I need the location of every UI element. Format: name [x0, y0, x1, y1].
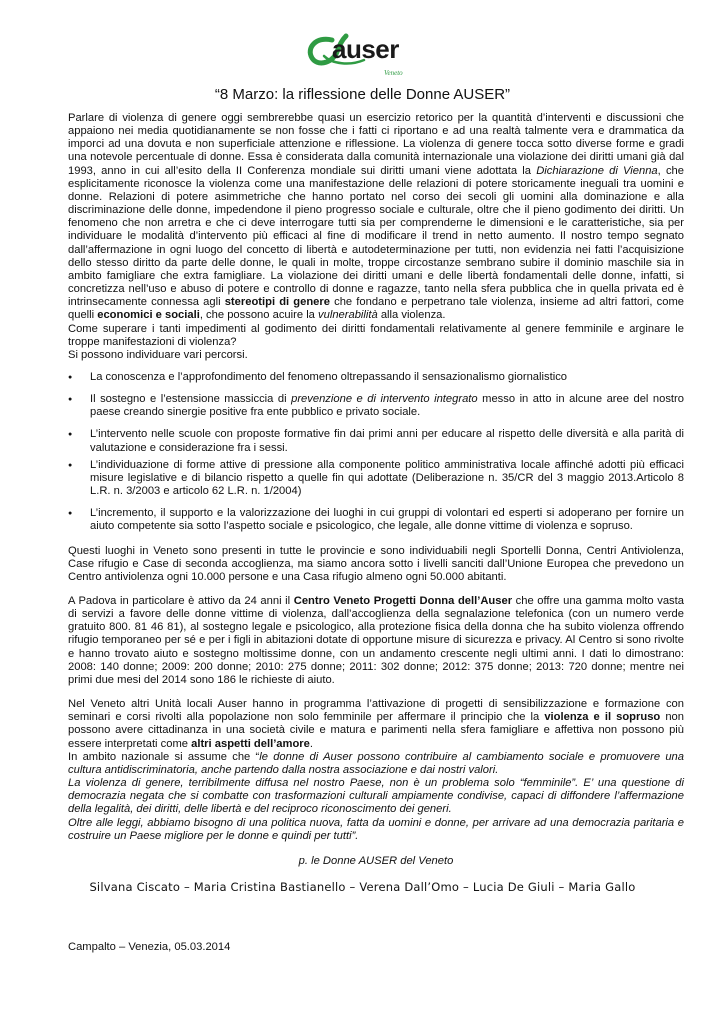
paragraph-democracy: La violenza di genere, terribilmente diffusa nel nostro Paese, non è un problema solo “femminile”. E’ una questione di democrazia negata che si combatte con trasformazioni culturali ampiamente condivise, capaci di diffondere l’affermazione della legalità, dei diritti, delle libertà e del reciproco riconoscimento dei generi.	[68, 777, 684, 816]
paragraph-local-units: Nel Veneto altri Unità locali Auser hanno in programma l’attivazione di progetti di sensibilizzazione e formazione con seminari e corsi rivolti alla popolazione non solo femminile per affermare il principio che la violenza e il sopruso non possono avere cittadinanza in una società civile e matura e parimenti nella sfera famigliare e affettiva non possono più essere interpretati come altri aspetti dell’amore.	[68, 698, 685, 750]
paragraph-question: Come superare i tanti impedimenti al godimento dei diritti fondamentali relativamente al genere femminile e arginare le troppe manifestazioni di violenza?	[68, 322, 684, 348]
bullet-item: ● L’incremento, il supporto e la valorizzazione dei luoghi in cui gruppi di volontari ed esperti si adoperano per fornire un aiuto competente sia sotto l’aspetto sociale e psicologico, che legale, alle donne vittime di violenza e sopruso.	[68, 507, 684, 533]
paragraph-veneto-places: Questi luoghi in Veneto sono presenti in tutte le provincie e sono individuabili negli Sportelli Donna, Centri Antiviolenza, Case rifugio e Case di seconda accoglienza, ma siamo ancora sotto i livelli sanciti dall’Unione Europea che prevedono un Centro antiviolenza ogni 10.000 persone e una Casa rifugio almeno ogni 50.000 abitanti.	[68, 544, 684, 583]
bullet-item: ● L’intervento nelle scuole con proposte formative fin dai primi anni per educare al rispetto delle diversità e alla parità di valutazione e considerazione fra i sessi.	[68, 428, 684, 454]
document-title: “8 Marzo: la riflessione delle Donne AUSER”	[214, 86, 511, 103]
bullet-item: ● L’individuazione di forme attive di pressione alla componente politico amministrativa locale affinché adotti più efficaci misure legislative e di bilancio rispetto a quelle fin qui adottate (Deliberazione n. 35/CR del 3 maggio 2013.Articolo 8 L.R. n. 3/2003 e articolo 62 L.R. n. 1/2004)	[68, 459, 684, 498]
paragraph-laws: Oltre alle leggi, abbiamo bisogno di una politica nuova, fatta da uomini e donne, per arrivare ad una democrazia paritaria e costruire un Paese migliore per le donne e quindi per tutti”.	[68, 816, 684, 842]
logo-subtitle: Veneto	[384, 69, 403, 77]
document-body	[68, 112, 684, 868]
place-date: Campalto – Venezia, 05.03.2014	[68, 941, 231, 953]
paragraph-padova: A Padova in particolare è attivo da 24 anni il Centro Veneto Progetti Donna dell’Auser che offre una gamma molto vasta di servizi a favore delle donne vittime di violenza, dall’accoglienza della segnalazione telefonica (con un numero verde gratuito 800. 81 46 81), al sostegno legale e psicologico, alla protezione fisica della donna che ha subito violenza offrendo rifugio temporaneo per sé e per i figli in abitazioni dotate di opportune misure di sicurezza e privacy. Al Centro si sono rivolte e hanno trovato aiuto e sostegno moltissime donne, con un andamento crescente negli ultimi anni. I dati lo dimostrano: 2008: 140 donne; 2009: 200 donne; 2010: 275 donne; 2011: 302 donne; 2012: 375 donne; 2013: 720 donne; mentre nei primi due mesi del 2014 sono 186 le richieste di aiuto.	[68, 595, 684, 686]
logo-wordmark: auser	[332, 34, 399, 64]
bullet-list	[68, 371, 684, 534]
auser-logo	[302, 26, 408, 82]
paragraph-national: In ambito nazionale si assume che “le donne di Auser possono contribuire al cambiamento sociale e promuovere una cultura antidiscriminatoria, anche partendo dalla nostra associazione e dai nostri valori.	[68, 750, 684, 776]
paragraph-intro: Parlare di violenza di genere oggi sembrerebbe quasi un esercizio retorico per la quantità d’interventi e discussioni che appaiono nei media quotidianamente se non fosse che i fatti ci riportano e ad una realtà talmente vera e drammatica da imporci ad una dovuta e non superficiale attenzione e riflessione. La violenza di genere tocca sotto diverse forme e gradi una notevole percentuale di donne. Essa è considerata dalla comunità internazionale una violazione dei diritti umani già dal 1993, anno in cui all’esito della II Conferenza mondiale sui diritti umani viene adottata la Dichiarazione di Vienna, che esplicitamente riconosce la violenza come una manifestazione delle relazioni di potere storicamente ineguali tra uomini e donne. Relazioni di potere asimmetriche che hanno portato nel corso dei secoli gli uomini alla dominazione e alla discriminazione delle donne, impedendone il pieno progresso sociale e culturale, oltre che il pieno godimento dei diritti. Un fenomeno che non arretra e che ci deve interrogare tutti sia per comprenderne le dimensioni e le caratteristiche, sia per individuare le modalità d’intervento più efficaci al fine di modificare il trend in netto aumento. Il nostro tempo segnato dall’affermazione in ogni luogo del concetto di libertà e autodeterminazione per tutti, non evidenzia nei fatti l’acquisizione dello stesso diritto da parte delle donne, le quali in molte, troppe circostanze sembrano subire il dominio maschile sia in ambito famigliare che extra famigliare. La violazione dei diritti umani e delle libertà fondamentali delle donne, infatti, si concretizza nell’uso e abuso di potere e controllo di donne e ragazze, tanto nella sfera pubblica che in quella privata ed è intrinsecamente connessa agli stereotipi di genere che fondano e perpetrano tale violenza, insieme ad altri fattori, come quelli economici e sociali, che possono acuire la vulnerabilità alla violenza.	[68, 112, 684, 322]
bullet-item: ● La conoscenza e l’approfondimento del fenomeno oltrepassando il sensazionalismo giornalistico	[68, 371, 684, 384]
signoff: p. le Donne AUSER del Veneto	[298, 854, 454, 867]
signatories: Silvana Ciscato – Maria Cristina Bastianello – Verena Dall’Omo – Lucia De Giuli – Maria Gallo	[89, 880, 636, 894]
paragraph-paths: Si possono individuare vari percorsi.	[68, 348, 248, 361]
bullet-item: ● Il sostegno e l’estensione massiccia di prevenzione e di intervento integrato messo in atto in alcune aree del nostro paese creando sinergie positive fra ente pubblico e privato sociale.	[68, 393, 684, 419]
